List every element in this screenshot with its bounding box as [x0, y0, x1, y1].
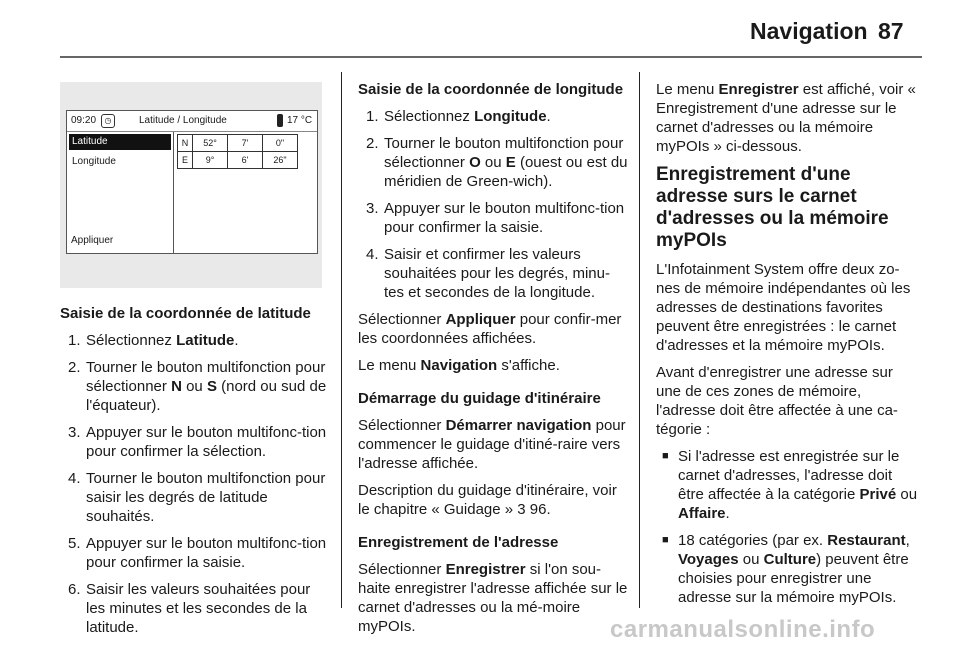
list-item: 1. Sélectionnez Longitude. [366, 108, 551, 125]
list-item: 3. Appuyer sur le bouton multifonc‐tion pour confirmer la saisie. [366, 200, 625, 236]
screen-illustration [60, 82, 322, 288]
page-number: 87 [878, 18, 904, 44]
section-title: Navigation [750, 18, 868, 44]
menu-item-longitude[interactable]: Longitude [72, 156, 116, 167]
grid-row-longitude [178, 152, 298, 169]
menu-item-apply[interactable]: Appliquer [71, 235, 114, 246]
grid-row-latitude [178, 135, 298, 152]
heading-guidance: Démarrage du guidage d'itinéraire [358, 390, 601, 407]
list-item: 1. Sélectionnez Latitude. [68, 332, 239, 349]
longitude-steps [358, 107, 628, 302]
latitude-steps [60, 331, 328, 637]
paragraph: Description du guidage d'itinéraire, voir le chapitre « Guidage » 3 96. [358, 482, 617, 518]
watermark: carmanualsonline.info [610, 616, 876, 643]
screen-status-bar [67, 111, 317, 132]
paragraph: L'Infotainment System offre deux zo‐nes de mémoire indépendantes où les adresses de destinations favorites peuvent être enregistrées : le carnet d'adresses et la mémoire myPOIs. [656, 261, 911, 354]
thermometer-icon [277, 114, 283, 127]
heading-longitude: Saisie de la coordonnée de longitude [358, 81, 624, 98]
list-item: 4. Tourner le bouton multifonction pour saisir les degrés de latitude souhaités. [68, 470, 326, 525]
list-item: 3. Appuyer sur le bouton multifonc‐tion pour confirmer la sélection. [68, 424, 327, 460]
column-divider [341, 72, 342, 608]
column-1 [60, 304, 328, 645]
heading-address-book: Enregistrement d'une adresse surs le carnet d'adresses ou la mémoire myPOIs [656, 164, 889, 251]
column-2 [358, 80, 628, 644]
screen-title: Latitude / Longitude [139, 115, 227, 126]
grid-cell[interactable]: 6' [228, 152, 263, 169]
grid-cell[interactable]: 9° [193, 152, 228, 169]
paragraph: Le menu Navigation s'affiche. [358, 357, 560, 374]
clock-icon: ◷ [101, 114, 115, 128]
paragraph: Avant d'enregistrer une adresse sur une de ces zones de mémoire, l'adresse doit être affectée à une ca‐tégorie : [656, 364, 898, 438]
grid-cell[interactable]: 52° [193, 135, 228, 152]
list-item: 6. Saisir les valeurs souhaitées pour les minutes et les secondes de la latitude. [68, 581, 311, 636]
grid-cell[interactable]: 7' [228, 135, 263, 152]
column-divider [639, 72, 640, 608]
list-item: 4. Saisir et confirmer les valeurs souhaitées pour les degrés, minu‐tes et secondes de la longitude. [366, 246, 610, 301]
screen-divider [173, 132, 174, 253]
paragraph: Sélectionner Enregistrer si l'on sou‐haite enregistrer l'adresse affichée sur le carnet d'adresses ou la mé‐moire myPOIs. [358, 561, 628, 635]
list-item: 2. Tourner le bouton multifonction pour sélectionner O ou E (ouest ou est du méridien de Green‐wich). [366, 135, 628, 190]
category-bullets [656, 447, 922, 607]
list-item: 5. Appuyer sur le bouton multifonc‐tion pour confirmer la saisie. [68, 535, 327, 571]
menu-item-latitude[interactable]: Latitude [69, 134, 171, 150]
grid-cell[interactable]: E [178, 152, 193, 169]
screen-time: 09:20 [71, 115, 97, 126]
paragraph: Le menu Enregistrer est affiché, voir « Enregistrement d'une adresse sur le carnet d'adresses ou la mémoire myPOIs » ci-dessous. [656, 81, 916, 155]
column-3 [656, 80, 922, 615]
heading-save-address: Enregistrement de l'adresse [358, 534, 559, 551]
list-item: 2. Tourner le bouton multifonction pour sélectionner N ou S (nord ou sud de l'équateur). [68, 359, 327, 414]
grid-cell[interactable]: 0" [263, 135, 298, 152]
paragraph: Sélectionner Appliquer pour confir‐mer les coordonnées affichées. [358, 311, 622, 347]
grid-cell[interactable]: 26" [263, 152, 298, 169]
bullet-icon: ■ [662, 534, 669, 546]
paragraph: Sélectionner Démarrer navigation pour commencer le guidage d'itiné‐raire vers l'adresse affichée. [358, 417, 626, 472]
coordinate-grid [177, 134, 298, 169]
screen-temperature: 17 °C [287, 115, 313, 126]
grid-cell[interactable]: N [178, 135, 193, 152]
infotainment-screen [66, 110, 318, 254]
heading-latitude: Saisie de la coordonnée de latitude [60, 305, 311, 322]
header-divider [60, 56, 922, 58]
page-reference-icon[interactable]: 3 [517, 501, 526, 518]
bullet-icon: ■ [662, 450, 669, 462]
list-item: ■ 18 catégories (par ex. Restaurant, Voyages ou Culture) peuvent être choisies pour enregistrer une adresse sur la mémoire myPOIs. [662, 532, 910, 606]
list-item: ■ Si l'adresse est enregistrée sur le carnet d'adresses, l'adresse doit être affectée à la catégorie Privé ou Affaire. [662, 448, 918, 522]
